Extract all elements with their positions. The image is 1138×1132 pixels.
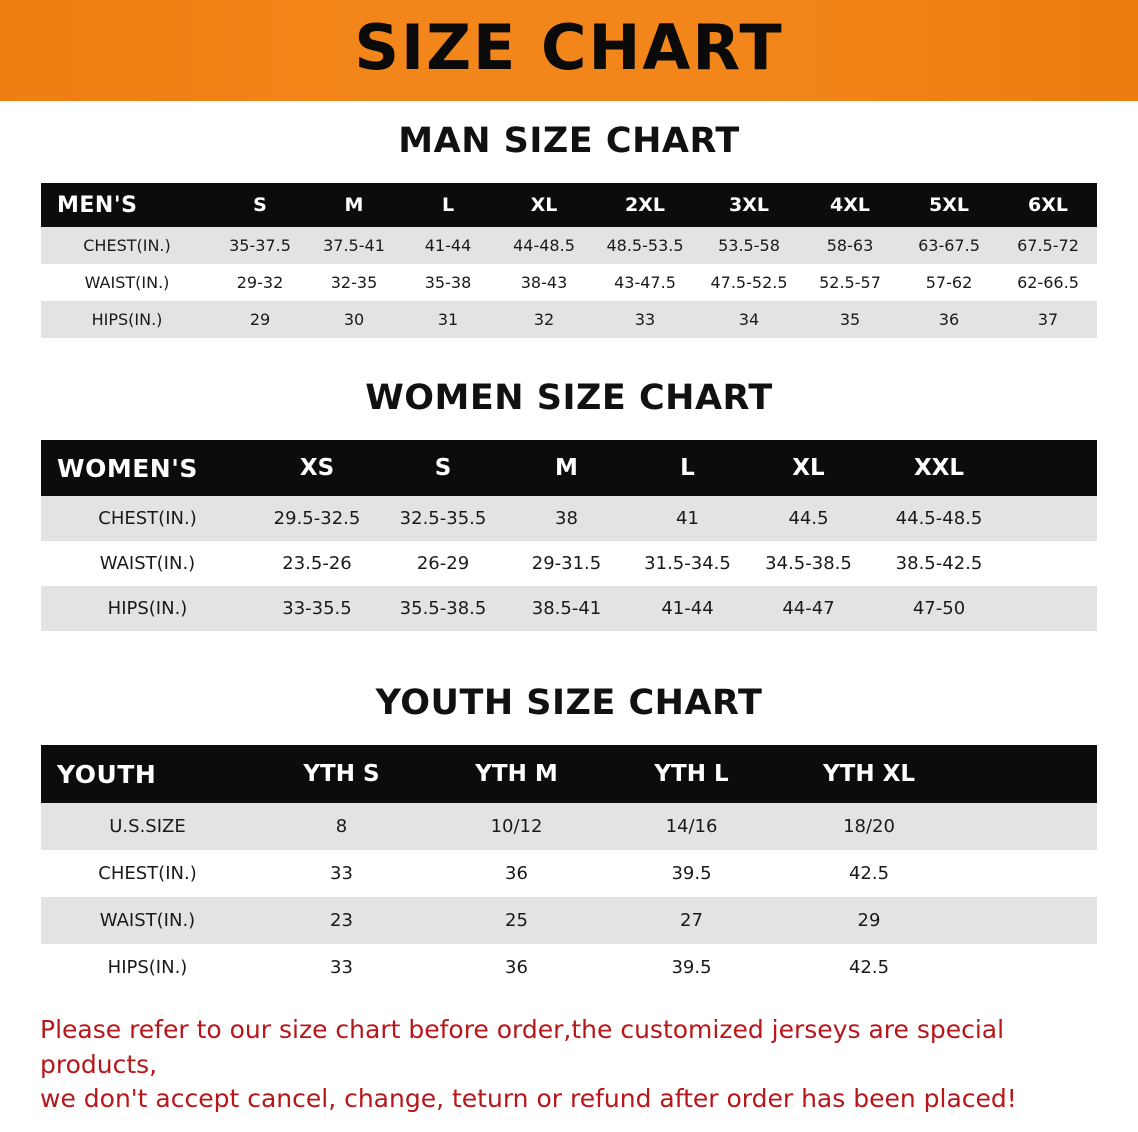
table-cell: 29-31.5 [506, 541, 627, 586]
row-label: HIPS(IN.) [41, 586, 254, 631]
row-label: HIPS(IN.) [41, 944, 254, 991]
table-cell: 67.5-72 [999, 227, 1097, 264]
row-label: HIPS(IN.) [41, 301, 213, 338]
table-cell: 48.5-53.5 [593, 227, 697, 264]
table-cell: 33 [254, 944, 429, 991]
table-cell: 38.5-41 [506, 586, 627, 631]
table-cell: 34 [697, 301, 801, 338]
table-cell [959, 803, 1097, 850]
table-cell: 26-29 [380, 541, 506, 586]
table-cell: 47.5-52.5 [697, 264, 801, 301]
youth-header-cell: YTH XL [779, 745, 959, 803]
women-header-cell: XS [254, 440, 380, 496]
youth-header-cell: YTH S [254, 745, 429, 803]
table-cell: 23 [254, 897, 429, 944]
table-cell: 42.5 [779, 944, 959, 991]
table-cell: 44-48.5 [495, 227, 593, 264]
row-label: WAIST(IN.) [41, 541, 254, 586]
men-header-cell: L [401, 183, 495, 227]
row-label: WAIST(IN.) [41, 897, 254, 944]
table-cell: 41 [627, 496, 748, 541]
table-cell: 38.5-42.5 [869, 541, 1009, 586]
table-cell: 36 [899, 301, 999, 338]
table-cell: 23.5-26 [254, 541, 380, 586]
table-cell: 38 [506, 496, 627, 541]
table-cell: 37 [999, 301, 1097, 338]
table-cell: 37.5-41 [307, 227, 401, 264]
table-cell: 62-66.5 [999, 264, 1097, 301]
table-cell: 14/16 [604, 803, 779, 850]
table-cell: 29-32 [213, 264, 307, 301]
row-label: CHEST(IN.) [41, 227, 213, 264]
table-cell: 35.5-38.5 [380, 586, 506, 631]
table-cell [1009, 586, 1097, 631]
table-cell: 39.5 [604, 850, 779, 897]
table-cell: 34.5-38.5 [748, 541, 869, 586]
women-header-cell: XXL [869, 440, 1009, 496]
table-cell: 35-37.5 [213, 227, 307, 264]
table-cell: 32.5-35.5 [380, 496, 506, 541]
table-cell: 53.5-58 [697, 227, 801, 264]
table-cell: 47-50 [869, 586, 1009, 631]
table-cell: 25 [429, 897, 604, 944]
table-cell: 58-63 [801, 227, 899, 264]
table-cell [1009, 541, 1097, 586]
table-row [41, 301, 1097, 338]
table-cell [959, 944, 1097, 991]
table-row [41, 586, 1097, 631]
women-header-cell: S [380, 440, 506, 496]
men-header-cell: 6XL [999, 183, 1097, 227]
page-header-banner [0, 0, 1138, 101]
table-cell [959, 850, 1097, 897]
table-row [41, 897, 1097, 944]
youth-size-table-wrapper [41, 745, 1097, 991]
men-header-cell: S [213, 183, 307, 227]
table-row [41, 541, 1097, 586]
youth-header-label: YOUTH [41, 745, 254, 803]
table-cell: 31 [401, 301, 495, 338]
table-header-row [41, 440, 1097, 496]
table-cell: 41-44 [401, 227, 495, 264]
women-header-cell: M [506, 440, 627, 496]
table-cell: 35-38 [401, 264, 495, 301]
table-cell: 29.5-32.5 [254, 496, 380, 541]
man-size-table-wrapper [41, 183, 1097, 338]
women-section-title: WOMEN SIZE CHART [365, 378, 773, 418]
table-cell: 30 [307, 301, 401, 338]
table-row [41, 803, 1097, 850]
women-header-cell: XL [748, 440, 869, 496]
table-header-row [41, 745, 1097, 803]
row-label: CHEST(IN.) [41, 496, 254, 541]
page-title: SIZE CHART [354, 10, 784, 84]
youth-section-title: YOUTH SIZE CHART [375, 683, 763, 723]
table-cell: 41-44 [627, 586, 748, 631]
women-header-label: WOMEN'S [41, 440, 254, 496]
table-cell: 8 [254, 803, 429, 850]
men-header-cell: M [307, 183, 401, 227]
youth-header-cell [959, 745, 1097, 803]
order-policy-note [40, 1013, 1098, 1117]
table-cell: 33 [593, 301, 697, 338]
table-cell: 44-47 [748, 586, 869, 631]
table-cell: 36 [429, 944, 604, 991]
youth-header-cell: YTH M [429, 745, 604, 803]
youth-size-table [41, 745, 1097, 991]
table-cell: 38-43 [495, 264, 593, 301]
table-cell: 43-47.5 [593, 264, 697, 301]
table-header-row [41, 183, 1097, 227]
table-cell: 36 [429, 850, 604, 897]
table-cell: 57-62 [899, 264, 999, 301]
table-cell [959, 897, 1097, 944]
note-line-1: Please refer to our size chart before order,the customized jerseys are special products, [40, 1015, 1005, 1079]
men-header-label: MEN'S [41, 183, 213, 227]
table-row [41, 944, 1097, 991]
youth-header-cell: YTH L [604, 745, 779, 803]
table-cell: 63-67.5 [899, 227, 999, 264]
table-cell: 44.5-48.5 [869, 496, 1009, 541]
table-cell: 10/12 [429, 803, 604, 850]
table-cell: 52.5-57 [801, 264, 899, 301]
table-cell: 27 [604, 897, 779, 944]
table-cell: 35 [801, 301, 899, 338]
table-row [41, 850, 1097, 897]
men-header-cell: 2XL [593, 183, 697, 227]
table-cell: 29 [779, 897, 959, 944]
men-header-cell: 4XL [801, 183, 899, 227]
row-label: WAIST(IN.) [41, 264, 213, 301]
table-cell: 18/20 [779, 803, 959, 850]
table-cell: 32-35 [307, 264, 401, 301]
table-cell: 44.5 [748, 496, 869, 541]
table-cell: 31.5-34.5 [627, 541, 748, 586]
table-cell: 33 [254, 850, 429, 897]
table-row [41, 264, 1097, 301]
man-size-table [41, 183, 1097, 338]
women-header-cell: L [627, 440, 748, 496]
table-cell [1009, 496, 1097, 541]
women-size-table [41, 440, 1097, 631]
women-header-cell [1009, 440, 1097, 496]
table-cell: 39.5 [604, 944, 779, 991]
row-label: U.S.SIZE [41, 803, 254, 850]
men-header-cell: XL [495, 183, 593, 227]
table-cell: 42.5 [779, 850, 959, 897]
man-section-title: MAN SIZE CHART [398, 121, 740, 161]
note-line-2: we don't accept cancel, change, teturn or refund after order has been placed! [40, 1084, 1017, 1113]
men-header-cell: 3XL [697, 183, 801, 227]
table-cell: 29 [213, 301, 307, 338]
table-row [41, 227, 1097, 264]
row-label: CHEST(IN.) [41, 850, 254, 897]
women-size-table-wrapper [41, 440, 1097, 631]
men-header-cell: 5XL [899, 183, 999, 227]
table-row [41, 496, 1097, 541]
table-cell: 32 [495, 301, 593, 338]
table-cell: 33-35.5 [254, 586, 380, 631]
